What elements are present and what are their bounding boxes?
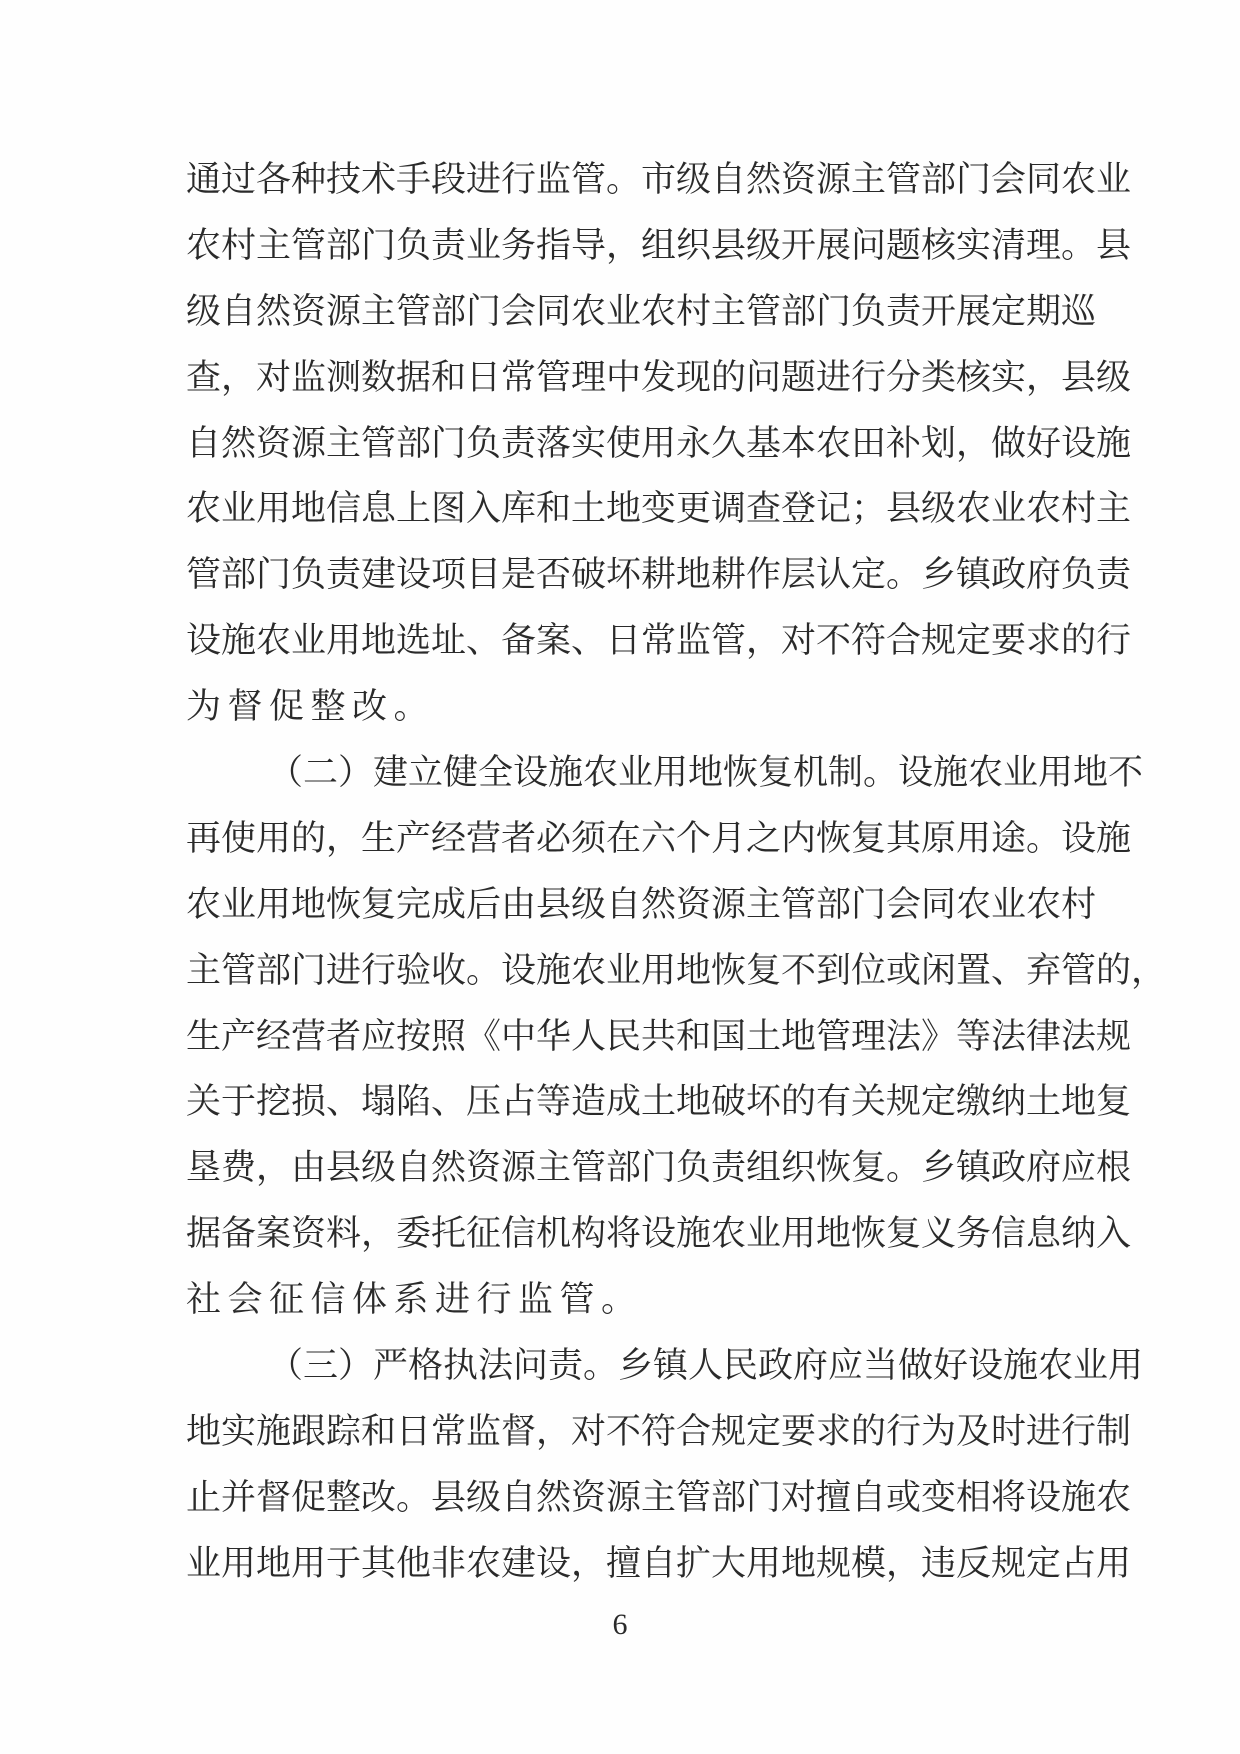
section-heading-3-line: （三）严格执法问责。乡镇人民政府应当做好设施农业用 (268, 1346, 1144, 1387)
text-line: 主管部门进行验收。设施农业用地恢复不到位或闲置、弃管的， (186, 950, 1167, 991)
text-line: 地实施跟踪和日常监督，对不符合规定要求的行为及时进行制 (186, 1411, 1132, 1452)
text-line: 农业用地信息上图入库和土地变更调查登记；县级农业农村主 (186, 489, 1132, 530)
paragraph-end-line: 为督促整改。 (186, 687, 436, 728)
text-line: 查，对监测数据和日常管理中发现的问题进行分类核实，县级 (186, 357, 1132, 398)
text-line: 业用地用于其他非农建设，擅自扩大用地规模，违反规定占用 (186, 1543, 1132, 1584)
text-line: 垦费，由县级自然资源主管部门负责组织恢复。乡镇政府应根 (186, 1148, 1132, 1189)
section-heading-2-line: （二）建立健全设施农业用地恢复机制。设施农业用地不 (268, 753, 1144, 794)
text-line: 农村主管部门负责业务指导，组织县级开展问题核实清理。县 (186, 225, 1132, 266)
text-line: 止并督促整改。县级自然资源主管部门对擅自或变相将设施农 (186, 1477, 1132, 1518)
text-line: 据备案资料，委托征信机构将设施农业用地恢复义务信息纳入 (186, 1214, 1132, 1255)
text-line: 设施农业用地选址、备案、日常监管，对不符合规定要求的行 (186, 621, 1132, 662)
document-body (186, 148, 1167, 1598)
text-line: 再使用的，生产经营者必须在六个月之内恢复其原用途。设施 (186, 818, 1132, 859)
paragraph-end-line: 社会征信体系进行监管。 (186, 1280, 643, 1321)
text-line: 通过各种技术手段进行监管。市级自然资源主管部门会同农业 (186, 160, 1132, 200)
text-line: 生产经营者应按照《中华人民共和国土地管理法》等法律法规 (186, 1016, 1132, 1057)
text-line: 自然资源主管部门负责落实使用永久基本农田补划，做好设施 (186, 423, 1132, 464)
text-line: 农业用地恢复完成后由县级自然资源主管部门会同农业农村 (186, 884, 1097, 925)
text-line: 级自然资源主管部门会同农业农村主管部门负责开展定期巡 (186, 291, 1097, 332)
text-line: 管部门负责建设项目是否破坏耕地耕作层认定。乡镇政府负责 (186, 555, 1132, 596)
page-number: 6 (612, 1608, 628, 1641)
text-line: 关于挖损、塌陷、压占等造成土地破坏的有关规定缴纳土地复 (186, 1082, 1132, 1123)
